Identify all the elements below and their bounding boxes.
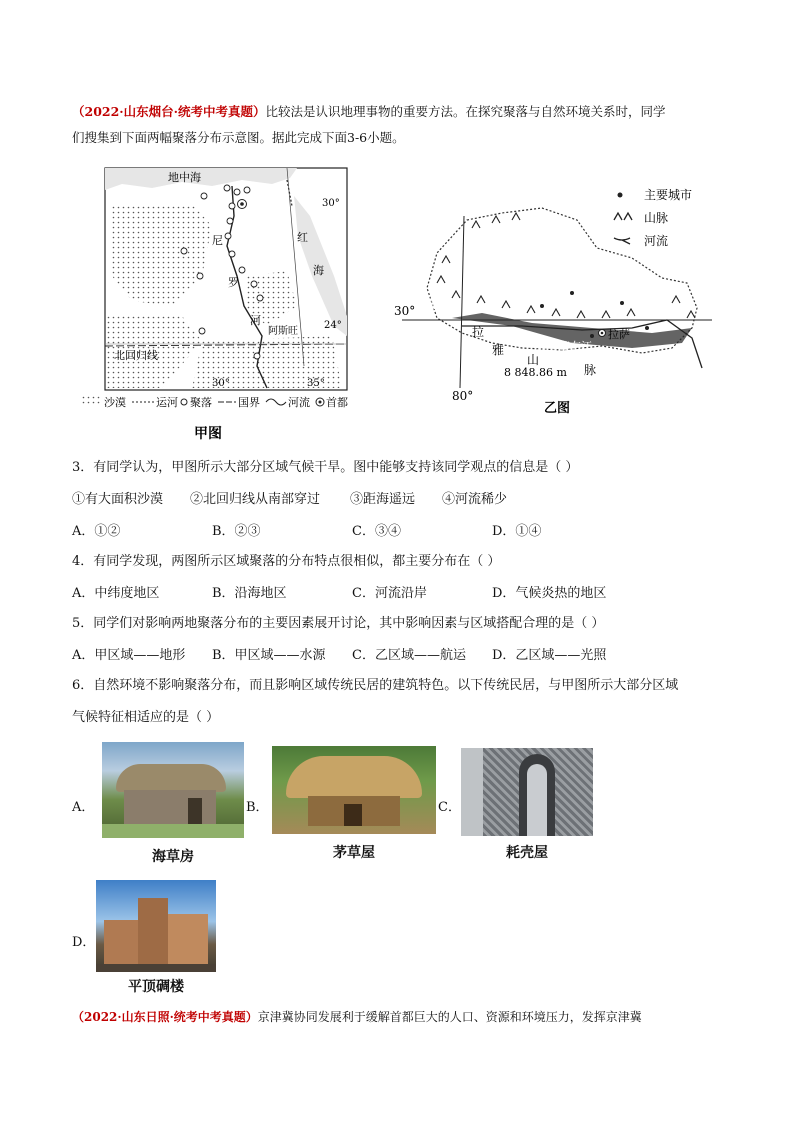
option-d[interactable]: D．乙区域——光照 (492, 648, 607, 663)
label-red-sea-1: 红 (297, 231, 308, 244)
question-4-stem: 4．有同学发现，两图所示区域聚落的分布特点很相似，都主要分布在（ ） (72, 554, 501, 569)
label-tropic: 北回归线 (114, 349, 158, 362)
option-c[interactable]: C．乙区域——航运 (352, 648, 466, 663)
label-himalaya-3: 雅 (492, 343, 505, 357)
label-himalaya-1: 喜 (425, 297, 438, 311)
label-lon35: 35° (307, 378, 325, 389)
legend-city-icon (618, 193, 623, 198)
label-lat30: 30° (322, 198, 340, 209)
label-nile-3: 河 (250, 314, 261, 327)
intro-text-line1: 比较法是认识地理事物的重要方法。在探究聚落与自然环境关系时，同学 (265, 104, 666, 119)
thatched-hut-photo (272, 746, 436, 834)
map-jia-svg (72, 166, 372, 446)
label-nile-1: 尼 (212, 234, 223, 247)
statement: ④河流稀少 (442, 492, 508, 507)
option-b[interactable]: B． (246, 800, 269, 815)
statement: ②北回归线从南部穿过 (190, 492, 321, 507)
label-lhasa: 拉萨 (608, 328, 630, 341)
statement: ③距海遥远 (350, 492, 416, 507)
legend-desert-icon (80, 396, 102, 406)
intro2-text: 京津冀协同发展利于缓解首都巨大的人口、资源和环境压力，发挥京津冀 (257, 1010, 642, 1024)
legend-border: 国界 (238, 396, 260, 409)
label-lat24: 24° (324, 320, 342, 331)
map-yi-svg (392, 178, 722, 418)
label-red-sea-2: 海 (313, 264, 324, 277)
legend-canal: 运河 (156, 396, 178, 409)
option-b[interactable]: B．沿海地区 (212, 586, 287, 601)
source-tag: （2022·山东烟台·统考中考真题） (72, 104, 266, 119)
label-aswan: 阿斯旺 (268, 326, 298, 337)
question-3-stem: 3．有同学认为，甲图所示大部分区域气候干旱。图中能够支持该同学观点的信息是（ ） (72, 460, 579, 475)
caption-flat-roof-tower: 平顶碉楼 (128, 979, 184, 995)
map-yi-legend (614, 188, 692, 248)
intro-paragraph (72, 99, 732, 151)
question-6-stem-line2: 气候特征相适应的是（ ） (72, 710, 220, 725)
map-jia-legend (80, 395, 348, 409)
legend-mountain: 山脉 (644, 211, 669, 225)
label-himalaya-4: 山 (527, 353, 540, 367)
legend-river-icon (266, 399, 286, 405)
capital-icon (240, 202, 244, 206)
label-lon80: 80° (452, 389, 474, 403)
caption-thatched-hut: 茅草屋 (333, 845, 375, 861)
legend-river: 河流 (644, 234, 669, 248)
map-yi (392, 178, 722, 418)
option-c[interactable]: C．河流沿岸 (352, 586, 427, 601)
option-d[interactable]: D．气候炎热的地区 (492, 586, 607, 601)
caption-jia: 甲图 (194, 426, 222, 442)
question-5-stem: 5．同学们对影响两地聚落分布的主要因素展开讨论，其中影响因素与区域搭配合理的是（ ） (72, 616, 605, 631)
label-lat30: 30° (394, 304, 416, 318)
label-himalaya-2: 拉 (472, 325, 485, 339)
label-yarlung: 雅鲁藏布江 (537, 340, 592, 353)
legend-desert: 沙漠 (104, 396, 126, 409)
shell-house-photo (461, 748, 593, 836)
option-a[interactable]: A． (72, 800, 95, 815)
map-jia (72, 166, 372, 446)
question-5-options (72, 644, 732, 664)
caption-shell-house: 耗壳屋 (506, 845, 548, 861)
legend-city: 主要城市 (644, 188, 693, 202)
legend-settlement-icon (181, 399, 187, 405)
mountain-marks (437, 213, 695, 318)
legend-river-icon (614, 238, 630, 244)
question-3-options (72, 520, 732, 540)
legend-mountain-icon (614, 213, 632, 220)
question-4-options (72, 582, 732, 602)
legend-river: 河流 (288, 396, 310, 409)
question-6-stem-line1: 6．自然环境不影响聚落分布，而且影响区域传统民居的建筑特色。以下传统民居，与甲图所示大部分区域 (72, 678, 679, 693)
intro-text-line2: 们搜集到下面两幅聚落分布示意图。据此完成下面3-6小题。 (72, 130, 405, 145)
label-lon30: 30° (212, 378, 230, 389)
option-a[interactable]: A．中纬度地区 (72, 586, 160, 601)
option-d[interactable]: D．①④ (492, 524, 542, 539)
caption-seaweed-house: 海草房 (152, 849, 194, 865)
option-d[interactable]: D． (72, 935, 96, 950)
source-tag-2: （2022·山东日照·统考中考真题） (72, 1010, 258, 1024)
flat-roof-tower-photo (96, 880, 216, 972)
statement: ①有大面积沙漠 (72, 492, 164, 507)
seaweed-house-photo (102, 742, 244, 838)
legend-settlement: 聚落 (190, 396, 212, 409)
label-peak: 8 848.86 m (504, 366, 567, 379)
label-nile-2: 罗 (228, 276, 239, 289)
option-b[interactable]: B．②③ (212, 524, 261, 539)
question-3-statements (72, 488, 732, 508)
option-a[interactable]: A．①② (72, 524, 121, 539)
option-c[interactable]: C． (438, 800, 461, 815)
label-mediterranean: 地中海 (168, 171, 201, 184)
legend-capital: 首都 (326, 396, 348, 409)
option-c[interactable]: C．③④ (352, 524, 401, 539)
option-b[interactable]: B．甲区域——水源 (212, 648, 326, 663)
caption-yi: 乙图 (544, 401, 571, 416)
intro2-paragraph (72, 1004, 732, 1030)
option-a[interactable]: A．甲区域——地形 (72, 648, 186, 663)
lon80-line (460, 216, 464, 388)
label-himalaya-5: 脉 (584, 363, 597, 377)
